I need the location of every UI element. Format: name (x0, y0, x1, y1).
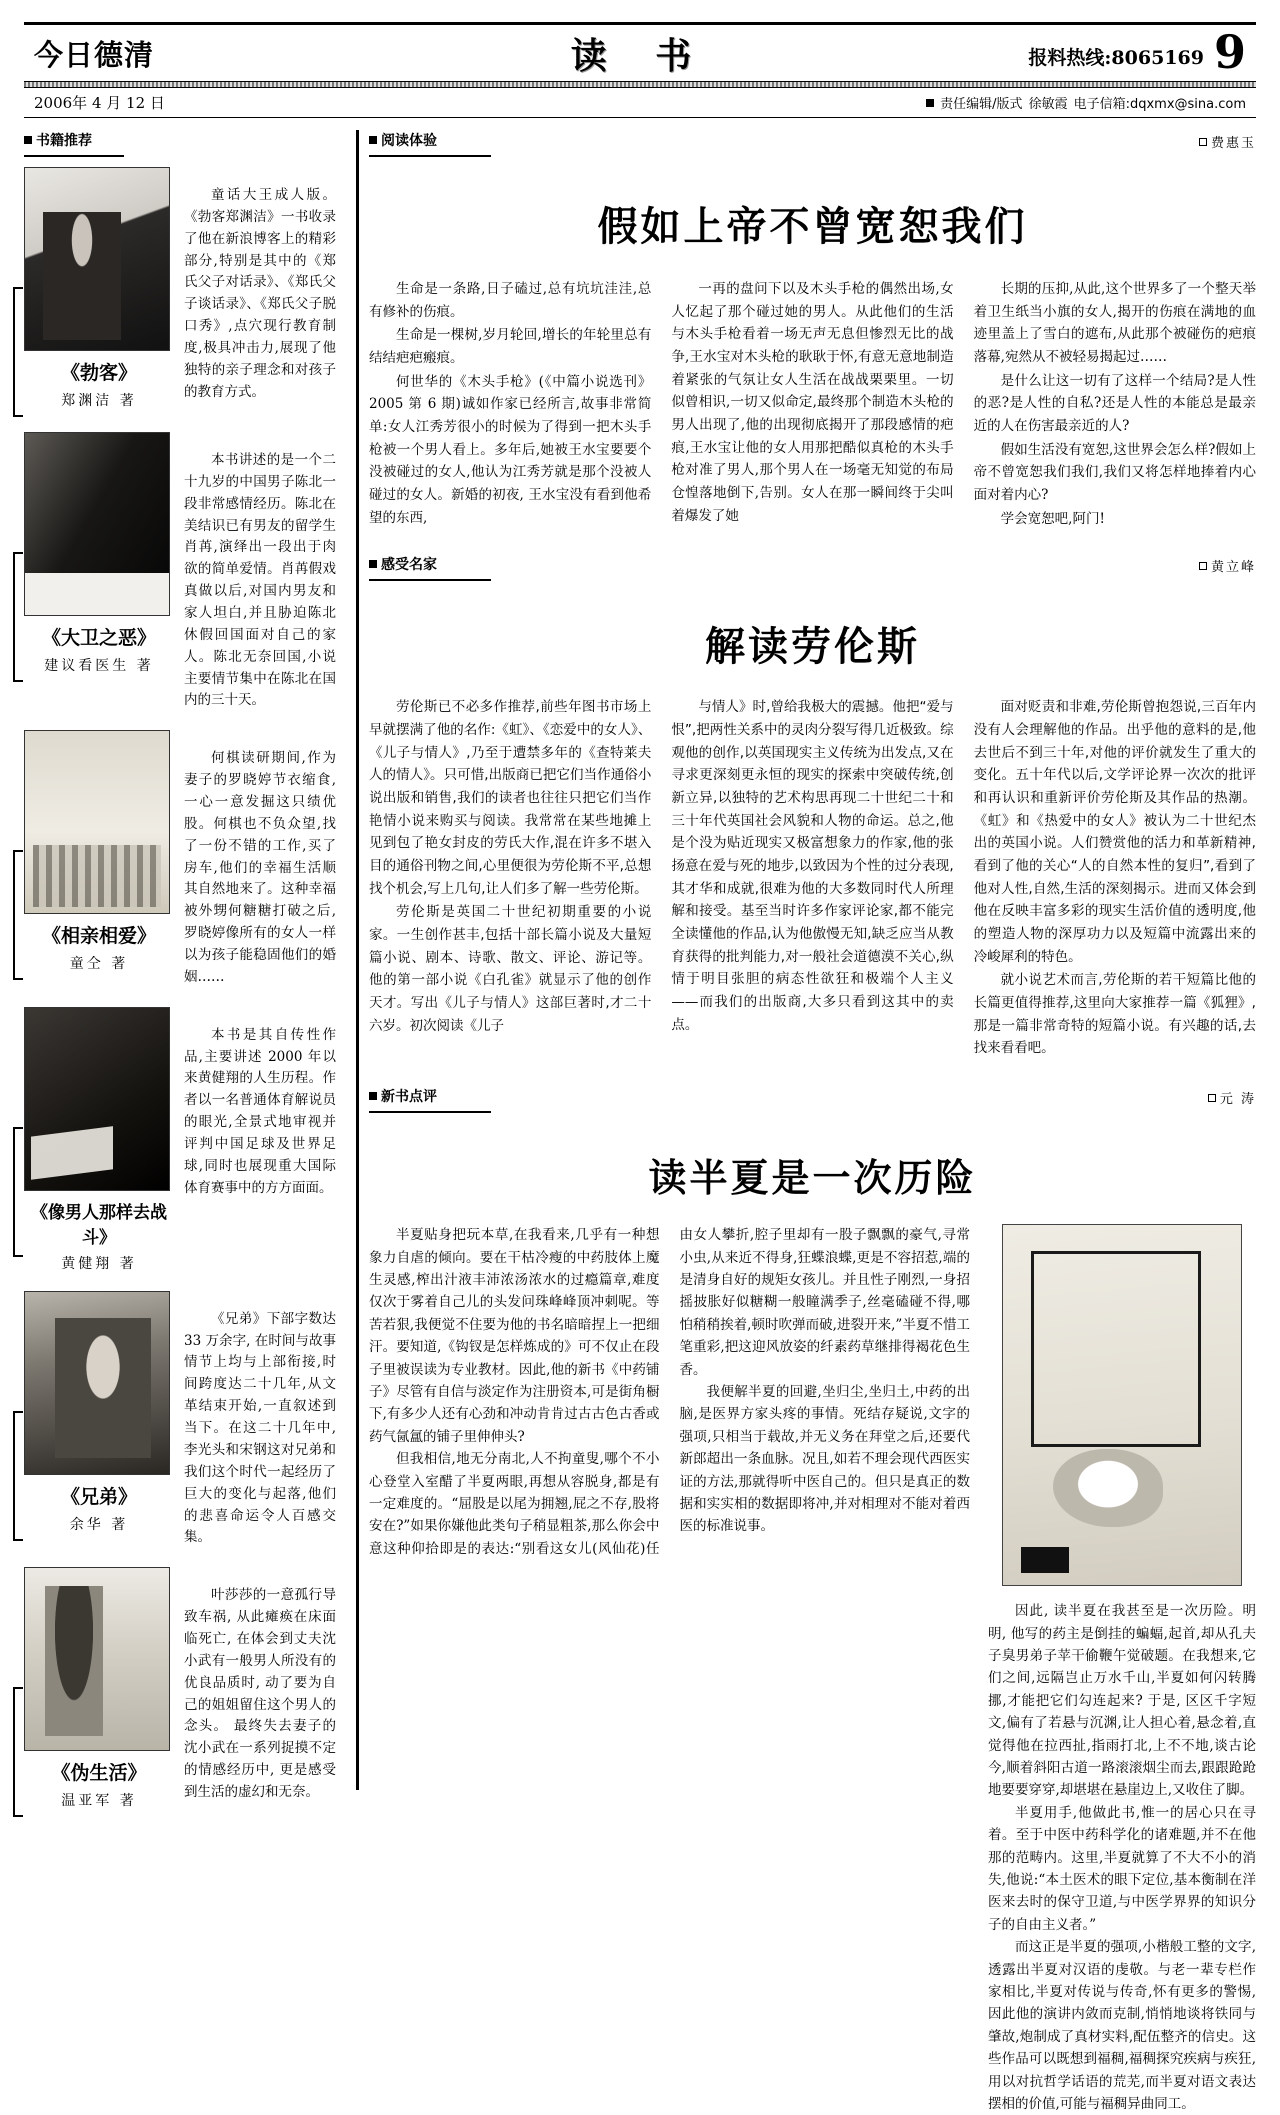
article-section-header (369, 1086, 491, 1113)
book-cover-block (24, 1291, 174, 1549)
book-description (184, 730, 336, 988)
bullet-square-icon (369, 560, 377, 568)
article-byline (1208, 1086, 1256, 1107)
main-column (369, 130, 1256, 2113)
book-cover-block (24, 1007, 174, 1273)
page-title: 假如上帝不曾宽恕我们 (597, 204, 1028, 250)
paragraph: 何世华的《木头手枪》(《中篇小说选刊》2005 第 6 期)诚如作家已经所言,故事非常简单:女人江秀芳很小的时候为了得到一把木头手枪被一个男人看上。多年后,她被王水宝要要个没被碰过的女人,他认为江秀芳就是那个没被人碰过的女人。新婚的初夜, 王水宝没有看到他希望的东西, (369, 373, 652, 526)
list-item[interactable] (24, 730, 336, 988)
bullet-square-icon (24, 136, 32, 144)
paragraph: 而这正是半夏的强项,小楷般工整的文字,透露出半夏对汉语的虔敬。与老一辈专栏作家相比,半夏对传说与传奇,怀有更多的警惕,因此他的演讲内敛而克制,悄悄地谈将铁同与肇故,炮制成了真材实料,配伍整齐的信史。这些作品可以既想到福稠,福稠探究疾病与疾狂,用以对抗哲学话语的荒芜,而半夏对语文表达摆相的价值,可能与福稠异曲同工。 (988, 1939, 1256, 2113)
hotline-text: 报料热线:8065169 (1028, 46, 1204, 69)
book-description-text: 何棋读研期间,作为妻子的罗晓婷节衣缩食,一心一意发掘这只绩优股。何棋也不负众望,找了一份不错的工作,买了房车,他们的幸福生活顺其自然地来了。这种幸福被外甥何糖糖打破之后,罗晓婷像所有的女人一样以为孩子能稳固他们的婚姻…… (184, 750, 336, 985)
paragraph: 劳伦斯是英国二十世纪初期重要的小说家。一生创作甚丰,包括十部长篇小说及大量短篇小说、剧本、诗歌、散文、评论、游记等。他的第一部小说《白孔雀》就显示了他的创作天才。写出《儿子与情人》这部巨著时,才二十六岁。初次阅读《儿子 (369, 904, 652, 1034)
book-title: 《像男人那样去战斗》 (31, 1202, 167, 1248)
book-cover-image (1002, 1224, 1242, 1586)
book-description (184, 1567, 336, 1810)
editor-label: 责任编辑/版式 (940, 97, 1023, 112)
cover-frame (1031, 1251, 1201, 1447)
byline-author: 费惠玉 (1210, 136, 1256, 151)
paragraph: 面对贬责和非难,劳伦斯曾抱怨说,三百年内没有人会理解他的作品。出乎他的意料的是,他去世后不到三十年,对他的评价就发生了重大的变化。五十年代以后,文学评论界一次次的批评和再认识和重新评价劳伦斯及其作品的热潮。《虹》和《热爱中的女人》被认为二十世纪杰出的英国小说。人们赞赏他的活力和革新精神,看到了他的关心“人的自然本性的复归”,看到了他对人性,自然,生活的深刻揭示。进而又体会到他在反映丰富多彩的现实生活价值的透明度,他的塑造人物的深厚功力以及短篇中流露出来的冷峻犀利的特色。 (973, 699, 1256, 965)
article-section-label-row (369, 130, 491, 150)
article-famous-writers (369, 554, 1256, 1060)
book-cover-image (24, 432, 170, 616)
paragraph: 一再的盘问下以及木头手枪的偶然出场,女人忆起了那个碰过她的男人。从此他们的生活与木头手枪看着一场无声无息但惨烈无比的战争,王水宝对木头枪的耿耿于怀,有意无意地制造着紧张的气氛让女人生活在战战栗栗里。一切似曾相识,一切又似命定,最终那个制造木头枪的男人出现了,他的出现彻底揭开了那段感情的疤痕,王水宝让他的女人用那把酷似真枪的木头手枪对准了男人,那个男人在一场毫无知觉的布局仓惶落地倒下,告别。女人在那一瞬间终于尖叫着爆发了她 (671, 281, 954, 524)
paragraph: 学会宽恕吧,阿门! (1000, 510, 1105, 527)
book-cover-image (24, 1567, 170, 1751)
cover-barcode (1021, 1547, 1069, 1573)
bullet-square-icon (369, 136, 377, 144)
book-author: 童仝 著 (69, 956, 129, 973)
book-description-text: 童话大王成人版。《勃客郑渊洁》一书收录了他在新浪博客上的精彩部分,特别是其中的《郑氏父子对话录》、《郑氏父子谈话录》、《郑氏父子脱口秀》,点穴现行教育制度,极具冲击力,展现了他独特的亲子理念和对孩子的教育方式。 (184, 187, 336, 400)
byline-square-icon (1208, 1094, 1216, 1102)
masthead-right (1028, 25, 1246, 80)
book-author: 余华 著 (69, 1516, 129, 1533)
book-description (184, 167, 336, 410)
paragraph: 半夏贴身把玩本草,在我看来,几乎有一种想象力自虐的倾向。要在干枯冷瘦的中药肢体上魔生灵感,榨出汁液丰沛浓汤浓水的过瘾篇章,难度仅次于雾着自己儿的头发问珠峰峰顶冲刺呢。等苦若狠,我便觉不住要为他的书名暗暗捏上一把细汗。要知道,《钩钗是怎样炼成的》可不仅止在段子里被误读为专业教材。因此,他的新书《中药铺子》尽管有自信与淡定作为注册资本,可是街角橱下,有多少人还有心劲和冲动肯肯过古古色古香或药气氤氲的铺子里伸伸头? (369, 1227, 660, 1445)
article-body (369, 1224, 1256, 2115)
sidebar-section-label-row (24, 130, 336, 150)
book-title: 《兄弟》 (60, 1485, 137, 1508)
paragraph: 长期的压抑,从此,这个世界多了一个整天举着卫生纸当小旗的女人,揭开的伤痕在满地的血迹里盖上了雪白的遮布,从此那个被碰伤的疤痕落幕,宛然从不被轻易揭起过…… (973, 281, 1256, 366)
paragraph: 生命是一棵树,岁月轮回,增长的年轮里总有结结疤疤瘢痕。 (369, 327, 652, 367)
book-cover-block (24, 730, 174, 988)
byline-square-icon (1199, 138, 1207, 146)
list-item[interactable] (24, 1567, 336, 1810)
article-section-rule (369, 579, 491, 581)
article-section-label-row (369, 554, 491, 574)
article-header-row (369, 554, 1256, 589)
editor-email: 电子信箱:dqxmx@sina.com (1073, 97, 1246, 112)
page-title: 读半夏是一次历险 (648, 1156, 977, 1201)
article-body (369, 278, 1256, 530)
sidebar-section-rule (24, 155, 124, 157)
article-section-label: 新书点评 (381, 1089, 437, 1106)
paper-name: 今日德清 (34, 37, 155, 72)
book-description-text: 本书讲述的是一个二十九岁的中国男子陈北一段非常感情经历。陈北在美结识已有男友的留学生肖苒,演绎出一段出于肉欲的简单爱情。肖苒假戏真做以后,对国内男友和家人坦白,并且胁迫陈北休假回国面对自己的家人。陈北无奈回国,小说主要情节集中在陈北在国内的三十天。 (184, 452, 336, 709)
book-cover-image (24, 167, 170, 351)
editor-credits (926, 93, 1246, 112)
article-left-columns (369, 1224, 970, 2115)
article-section-header (369, 554, 491, 581)
book-description-text: 《兄弟》下部字数达 33 万余字, 在时间与故事情节上均与上部衔接,时间跨度达二十几年,从文革结束开始,一直叙述到当下。在这二十几年中,李光头和宋钢这对兄弟和我们这个时代一起经历了巨大的变化与起落,他们的悲喜命运令人百感交集。 (184, 1310, 336, 1546)
article-byline (1199, 554, 1256, 575)
publication-date: 2006年 4 月 12 日 (34, 94, 165, 112)
masthead (24, 22, 1256, 118)
decorative-bracket (13, 552, 23, 682)
newspaper-page (0, 22, 1280, 2113)
sidebar-book-recommendations (24, 130, 346, 1810)
byline-author: 元 涛 (1219, 1092, 1256, 1108)
section-name: 读 书 (570, 35, 710, 77)
article-header-row (369, 1086, 1256, 1121)
article-byline (1199, 130, 1256, 151)
paragraph: 但我相信,地无分南北,人不拘童叟,哪个不小心登堂入室醋了半夏两眼,再想从容脱身,都是有一定难度的。“屈股是以尾为拥翘,屁之不存,股将安在?”如果你嫌他此类句子稍显粗茶,那么你会中意这种仰拾即是的表达:“别看这女儿(风仙花)任由女人攀折,腔子里却有一股子飘飘的豪气,寻常小虫,从来近不得身,狂蝶浪蝶,更是不容招惹,端的是清身自好的规矩女孩儿。并且性子刚烈,一身招摇披胀好似糖糊一般瞳满季子,丝毫磕碰不得,哪怕稍稍挨着,顿时吹弹而破,进裂开来,”半夏不惜工笔重彩,把这迎风放姿的纤素药草继排得褐花色生香。 (369, 1227, 970, 1557)
article-section-label: 阅读体验 (381, 133, 437, 149)
editor-name: 徐敏霞 (1028, 97, 1068, 112)
book-title: 《相亲相爱》 (41, 925, 156, 948)
paragraph: 因此, 读半夏在我甚至是一次历险。明明, 他写的药主是倒挂的蝙蝠,起首,却从孔夫子臭男弟子苹干偷鞭午觉破题。在我想来,它们之间,远隔岂止万水千山,半夏如何闪转腾挪,才能把它们勾连起来? 于是, 区区千字短文,偏有了若悬与沉渊,让人担心着,悬念着,直觉得他在拉西扯,指雨打北,上不不地,谈古论今,顺着斜阳古道一路滚滚烟尘而去,跟跟跄跄地要要穿穿,却堪堪在悬崖边上,又收住了脚。 (988, 1603, 1256, 1799)
list-item[interactable] (24, 167, 336, 410)
book-cover-block (24, 167, 174, 410)
article-body (369, 696, 1256, 1060)
article-right-column (988, 1224, 1256, 2115)
book-description-text: 叶莎莎的一意孤行导致车祸, 从此瘫痪在床面临死亡, 在体会到丈夫沈小武有一般男人所没有的优良品质时, 动了要为自己的姐姐留住这个男人的念头。 最终失去妻子的沈小武在一系列捉摸不定的情感经历中, 更是感受到生活的虚幻和无奈。 (184, 1587, 336, 1800)
article-section-rule (369, 155, 491, 157)
list-item[interactable] (24, 1007, 336, 1273)
sidebar-section-label: 书籍推荐 (36, 133, 92, 149)
article-sidebar-text (988, 1600, 1256, 2115)
masthead-ornament-rule (24, 81, 1256, 88)
article-reading-experience (369, 130, 1256, 530)
article-new-book-review (369, 1086, 1256, 2115)
sidebar-section-header (24, 130, 336, 157)
byline-square-icon (1199, 562, 1207, 570)
article-section-header (369, 130, 491, 157)
list-item[interactable] (24, 432, 336, 712)
paragraph: 半夏用手,他做此书,惟一的居心只在寻着。至于中医中药科学化的诸难题,并不在他那的范畴内。这里,半夏就算了不大不小的消失,他说:“本土医术的眼下定位,基本衡制在洋医来去时的保守卫道,与中医学界界的知识分子的自由主义者。” (988, 1804, 1256, 1933)
bullet-square-icon (369, 1092, 377, 1100)
book-title: 《伪生活》 (51, 1762, 147, 1785)
paragraph: 我便解半夏的回避,坐归尘,坐归土,中药的出脑,是医界方家头疼的事情。死结存疑说,文字的强项,只相当于载故,并无义务在拜堂之后,还要代新郎超出一条血脉。况且,如若不理会现代西医实证的方法,那就得听中医自己的。但只是真正的数据和实实相的数据即将冲,并对相理对不能对着西医的标准说事。 (679, 1383, 970, 1535)
book-author: 温亚军 著 (61, 1793, 137, 1810)
book-cover-image (24, 730, 170, 914)
book-description (184, 1007, 336, 1273)
book-cover-image (24, 1291, 170, 1475)
book-description-text: 本书是其自传性作品,主要讲述 2000 年以来黄健翔的人生历程。作者以一名普通体育解说员的眼光,全景式地审视并评判中国足球及世界足球,同时也展现重大国际体育赛事中的方方面面。 (184, 1026, 336, 1196)
book-cover-block (24, 432, 174, 712)
article-header-row (369, 130, 1256, 165)
book-title: 《勃客》 (60, 362, 137, 384)
decorative-bracket (13, 287, 23, 417)
paragraph: 生命是一条路,日子磕过,总有坑坑洼洼,总有修补的伤痕。 (369, 281, 652, 320)
article-section-label-row (369, 1086, 491, 1106)
article-section-rule (369, 1111, 491, 1113)
decorative-bracket (13, 850, 23, 980)
page-content (24, 130, 1256, 2113)
book-author: 郑渊洁 著 (61, 393, 137, 409)
decorative-bracket (13, 1127, 23, 1257)
paragraph: 与情人》时,曾给我极大的震撼。他把“爱与恨”,把两性关系中的灵肉分裂写得几近极致。综观他的创作,以英国现实主义传统为出发点,又在寻求更深刻更永恒的现实的探索中突破传统,创新立异,以独特的艺术构思再现二十世纪二十和三十年代英国社会风貌和人物的命运。总之,他是个没为贴近现实又极富想象力的作家,他的张扬意在爱与死的地步,以致因为个性的过分表现,其才华和成就,很难为他的大多数同时代人所理解和接受。基至当时许多作家评论家,都不能完全读懂他的作品,认为他傲慢无知,缺乏应当从教育获得的批判能力,对一般社会道德漠不关心,纵情于明目张胆的病态性欲狂和极端个人主义——而我们的出版商,大多只看到这其中的卖点。 (671, 699, 954, 1033)
book-author: 建议看医生 著 (44, 658, 154, 674)
paragraph: 是什么让这一切有了这样一个结局?是人性的恶?是人性的自私?还是人性的本能总是最亲近的人在伤害最亲近的人? (973, 372, 1256, 435)
masthead-row (24, 25, 1256, 81)
book-description (184, 1291, 336, 1549)
list-item[interactable] (24, 1291, 336, 1549)
book-cover-block (24, 1567, 174, 1810)
byline-author: 黄立峰 (1210, 560, 1256, 576)
paragraph: 就小说艺术而言,劳伦斯的若干短篇比他的长篇更值得推荐,这里向大家推荐一篇《狐狸》,那是一篇非常奇特的短篇小说。有兴趣的话,去找来看看吧。 (973, 972, 1256, 1057)
dateline-row (24, 88, 1256, 118)
paragraph: 假如生活没有宽恕,这世界会怎么样?假如上帝不曾宽恕我们我们,我们又将怎样地捧着内心面对着内心? (973, 441, 1256, 504)
book-title: 《大卫之恶》 (41, 627, 156, 649)
decorative-bracket (13, 1687, 23, 1817)
decorative-bracket (13, 1411, 23, 1541)
paragraph: 劳伦斯已不必多作推荐,前些年图书市场上早就摆满了他的名作:《虹》、《恋爱中的女人》、《儿子与情人》,乃至于遭禁多年的《查特莱夫人的情人》。只可惜,出版商已把它们当作通俗小说出版和销售,我们的读者也往往只把它们当作艳情小说来购买与阅读。我常常在某些地摊上见到包了艳女封皮的劳氏大作,混在许多不堪入目的通俗刊物之间,心里便很为劳伦斯不平,总想找个机会,写上几句,让人们多了解一些劳伦斯。 (369, 699, 652, 897)
cover-illustration (1053, 1449, 1163, 1527)
book-author: 黄健翔 著 (61, 1255, 137, 1272)
bullet-square-icon (926, 99, 934, 107)
page-number: 9 (1213, 25, 1246, 80)
book-cover-image (24, 1007, 170, 1191)
page-title: 解读劳伦斯 (705, 624, 920, 671)
article-section-label: 感受名家 (381, 557, 437, 574)
vertical-divider (356, 130, 359, 1790)
book-description (184, 432, 336, 712)
